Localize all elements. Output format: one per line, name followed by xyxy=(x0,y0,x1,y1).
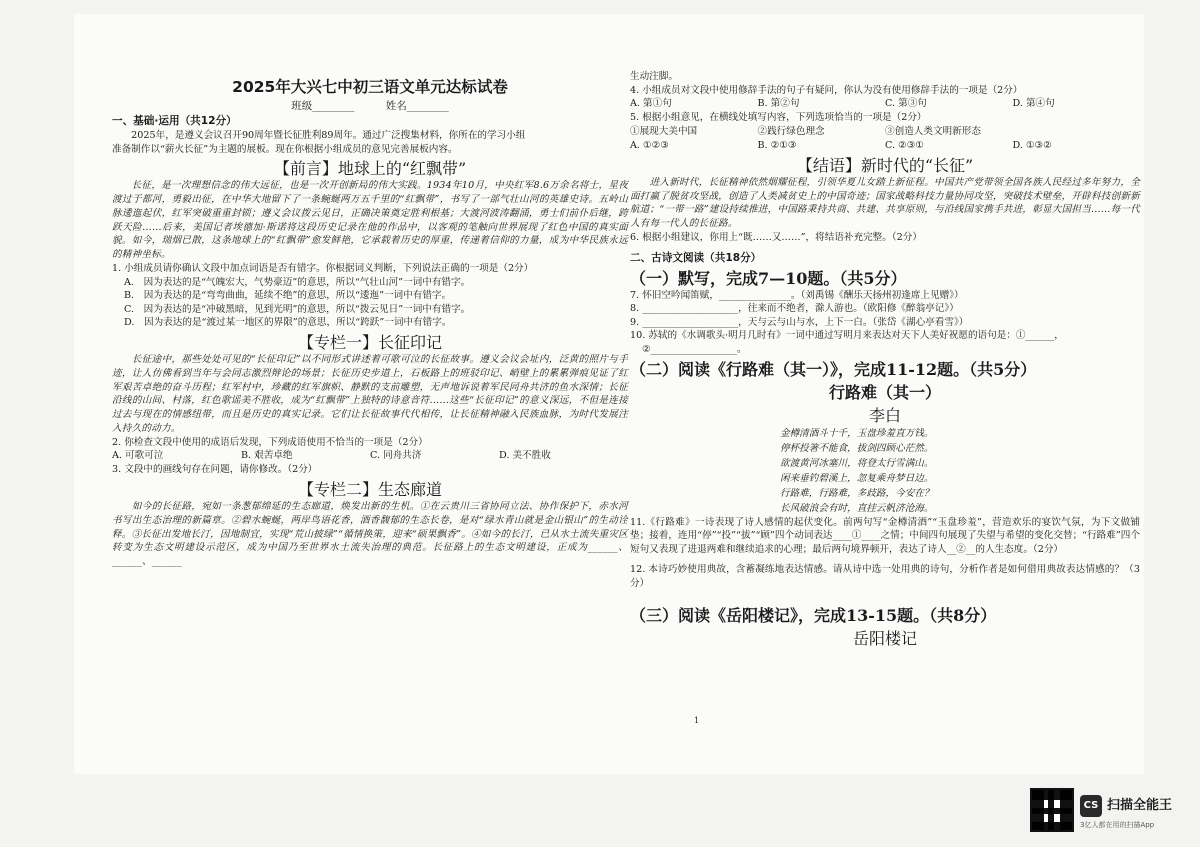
right-column xyxy=(630,70,1140,649)
right-block-13: 8. ____________________，往来而不绝者，滁人游也。（欧阳修《醉翁亭记》） xyxy=(630,303,959,315)
option-text: C. ②③① xyxy=(885,139,924,151)
right-block-15: 10. 苏轼的《水调歌头·明月几时有》一词中通过写明月来表达对天下人美好祝愿的语句是：①______， xyxy=(630,330,1064,342)
left-block-5: 1. 小组成员请你确认文段中加点词语是否有错字。你根据词义判断，下列说法正确的一项是（2分） xyxy=(112,262,534,274)
left-column xyxy=(112,76,628,569)
camscanner-tagline: 3亿人都在用的扫描App xyxy=(1080,821,1155,829)
option-text: ①展现大美中国 xyxy=(630,125,698,137)
left-block-8: C. 因为表达的是“冲破黑暗，见到光明”的意思，所以“拨云见日”一词中有错字。 xyxy=(124,303,471,315)
option-text: C. 第③句 xyxy=(885,98,927,110)
right-block-12: 7. 怀旧空吟闻笛赋，_______________。（刘禹锡《酬乐天扬州初逢席上见赠》） xyxy=(630,289,964,301)
right-block-7: 进入新时代，长征精神依然烟耀征程，引领华夏儿女踏上新征程。中国共产党带领全国各族人民经过多年努力，全面打赢了脱贫攻坚战，创造了人类减贫史上的中国奇迹；国家战略科技力量协同攻坚，突破技术壁垒，开辟科技创新新航道；“一带一路”建设持续推进，中国路秉持共商、共建、共享原则，与沿线国家携手共进，彰显大国担当……每一代人有每一代人的长征路。 xyxy=(630,176,1140,230)
option-text: ③创造人类文明新形态 xyxy=(885,125,981,137)
right-block-23: 闲来垂钓碧溪上，忽复乘舟梦日边。 xyxy=(780,472,934,484)
scanner-watermark xyxy=(1032,790,1192,834)
right-block-16: ②__________________。 xyxy=(642,343,747,355)
exam-sheet xyxy=(74,14,1144,774)
left-block-0: 一、基础·运用（共12分） xyxy=(112,115,237,127)
right-block-26: 11.《行路难》一诗表现了诗人感情的起伏变化。前两句写“金樽清酒”“玉盘珍羞”，营造欢乐的宴饮气氛，为下文做铺垫；接着，连用“停”“投”“拔”“顾”四个动词表达____①____之情；中间四句展现了失望与希望的变化交替；“行路难”四个短句又表现了进退两难和继续追求的心理；最后两句境界顿开，表达了诗人__②__的人生态度。（2分） xyxy=(630,516,1140,556)
exam-title: 2025年大兴七中初三语文单元达标试卷 xyxy=(232,78,508,96)
left-block-15: 【专栏二】生态廊道 xyxy=(297,479,442,499)
right-options-2 xyxy=(630,97,1140,111)
left-block-12: 2. 你检查文段中使用的成语后发现，下列成语使用不恰当的一项是（2分） xyxy=(112,436,428,448)
left-options-13 xyxy=(112,449,628,463)
right-block-11: （一）默写，完成7—10题。（共5分） xyxy=(630,268,907,288)
option-text: B. 艰苦卓绝 xyxy=(241,450,293,462)
right-block-25: 长风破浪会有时，直挂云帆济沧海。 xyxy=(780,502,934,514)
right-block-20: 金樽清酒斗十千，玉盘珍羞直万钱。 xyxy=(780,427,934,439)
right-block-22: 欲渡黄河冰塞川，将登太行雪满山。 xyxy=(780,457,934,469)
right-block-0: 生动注脚。 xyxy=(630,71,678,82)
page-number: 1 xyxy=(694,716,700,725)
right-block-24: 行路难，行路难，多歧路，今安在？ xyxy=(780,487,934,499)
right-block-32: 岳阳楼记 xyxy=(852,628,917,648)
left-block-10: 【专栏一】长征印记 xyxy=(297,332,442,352)
qr-code-icon xyxy=(1032,790,1072,830)
option-text xyxy=(1013,125,1141,139)
left-block-7: B. 因为表达的是“弯弯曲曲，延续不绝”的意思，所以“逶迤”一词中有错字。 xyxy=(124,290,452,302)
option-text: A. 可歌可泣 xyxy=(112,450,164,462)
option-text: D. 美不胜收 xyxy=(499,450,551,462)
right-block-8: 6. 根据小组建议，你用上“既……又……”，将结语补充完整。（2分） xyxy=(630,231,922,243)
right-block-1: 4. 小组成员对文段中使用修辞手法的句子有疑问，你认为没有使用修辞手法的一项是（2分） xyxy=(630,84,1023,96)
option-text: ②践行绿色理念 xyxy=(757,125,825,137)
camscanner-name: 扫描全能王 xyxy=(1107,798,1173,813)
left-block-6: A. 因为表达的是“气魄宏大，气势豪迈”的意思，所以“气壮山河”一词中有错字。 xyxy=(124,276,471,288)
right-options-4 xyxy=(630,125,1140,139)
right-block-6: 【结语】新时代的“长征” xyxy=(796,155,974,175)
right-block-31: （三）阅读《岳阳楼记》，完成13-15题。（共8分） xyxy=(630,605,997,625)
right-block-3: 5. 根据小组意见，在横线处填写内容，下列选项恰当的一项是（2分） xyxy=(630,112,927,124)
right-block-10: 二、古诗文阅读（共18分） xyxy=(630,251,762,264)
class-name-line: 班级________ 姓名________ xyxy=(291,100,449,112)
right-block-18: 行路难（其一） xyxy=(828,382,941,402)
option-text: C. 同舟共济 xyxy=(370,450,422,462)
right-block-21: 停杯投箸不能食，拔剑四顾心茫然。 xyxy=(780,442,934,454)
left-block-1: 2025年，是遵义会议召开90周年暨长征胜利89周年。通过广泛搜集材料，你所在的学习小组 xyxy=(112,130,526,141)
left-block-11: 长征途中，那些处处可见的“长征印记”以不同形式讲述着可歌可泣的长征故事。遵义会议会址内，泛黄的照片与手迹，让人仿佛看到当年与会同志激烈辩论的场景；长征历史步道上，石板路上的班驳印记、峭壁上的累累弹痕见证了红军艰苦卓绝的奋斗历程；红军村中，珍藏的红军旗帜、静默的支前雕塑，无声地诉说着军民同舟共济的鱼水深情；长征沿线的山间、村落，红色歌谣美不胜收，成为“红飘带”上独特的诗意音符……这些“长征印记”的意义深远，不但是连接过去与现在的情感纽带，而且是历史的真实记录。它们让长征故事代代相传，让长征精神融入民族血脉，为时代发展注入持久的动力。 xyxy=(112,353,628,434)
option-text: D. ①③② xyxy=(1012,139,1052,151)
left-block-14: 3. 文段中的画线句存在问题，请你修改。（2分） xyxy=(112,464,318,476)
left-block-3: 【前言】地球上的“红飘带” xyxy=(273,159,467,179)
option-text: B. ②①③ xyxy=(757,139,797,151)
right-block-28: 12. 本诗巧妙使用典故，含蓄凝练地表达情感。请从诗中选一处用典的诗句，分析作者是如何借用典故表达情感的？（3分） xyxy=(630,563,1140,589)
right-block-14: 9. ____________________，天与云与山与水，上下一白。（张岱《湖心亭看雪》） xyxy=(630,316,969,328)
left-block-2: 准备制作以“薪火长征”为主题的展板。现在你根据小组成员的意见完善展板内容。 xyxy=(112,143,458,155)
left-block-9: D. 因为表达的是“渡过某一地区的界限”的意思，所以“跨跃”一词中有错字。 xyxy=(124,317,452,329)
option-text: A. 第①句 xyxy=(630,98,672,110)
left-block-16: 如今的长征路，宛如一条葱郁绵延的生态廊道，焕发出新的生机。①在云贵川三省协同立法、协作保护下，赤水河书写出生态治理的新篇章。②碧水蜿蜒，两岸鸟语花香，酒香馥郁的生态长卷，是对“绿水青山就是金山银山”的生动诠释。③长征出发地长汀，因地制宜，实现“荒山披绿”“循情换策，迎来“硕果飘香”。④如今的长汀，已从水土流失重灾区转变为生态文明建设示范区，成为中国乃至世界水土流失治理的典范。长征路上的生态文明建设，正成为______、______、______ xyxy=(112,500,628,568)
option-text: D. 第④句 xyxy=(1012,98,1055,110)
right-block-19: 李白 xyxy=(868,405,901,425)
option-text: A. ①②③ xyxy=(630,139,669,151)
camscanner-logo-icon: CS xyxy=(1080,795,1102,817)
option-text: B. 第②句 xyxy=(757,98,800,110)
right-options-5 xyxy=(630,139,1140,153)
left-block-4: 长征，是一次理想信念的伟大远征，也是一次开创新局的伟大实践。1934年10月，中央红军8.6万余名将士，星夜渡过于都河，勇毅出征，在中华大地留下了一条蜿蜒两万五千里的“红飘带”，书写了一部气壮山河的英雄史诗。五岭山脉逶迤起伏，红军突破重重封锁；遵义会议拨云见日，正确决策奠定胜利根基；大渡河波涛翻涌，勇士们前仆后继，跨跃天险……后来，美国记者埃德加·斯诺将这段历史记录在他的作品中，以客观的笔触向世界展现了红色中国的真实面貌。如今，瑞烟已散，这条地球上的“红飘带”愈发鲜艳，它承载着历史的厚重，传递着信仰的力量，成为中华民族永远的精神坐标。 xyxy=(112,180,628,261)
right-block-17: （二）阅读《行路难（其一）》，完成11-12题。（共5分） xyxy=(630,359,1037,379)
